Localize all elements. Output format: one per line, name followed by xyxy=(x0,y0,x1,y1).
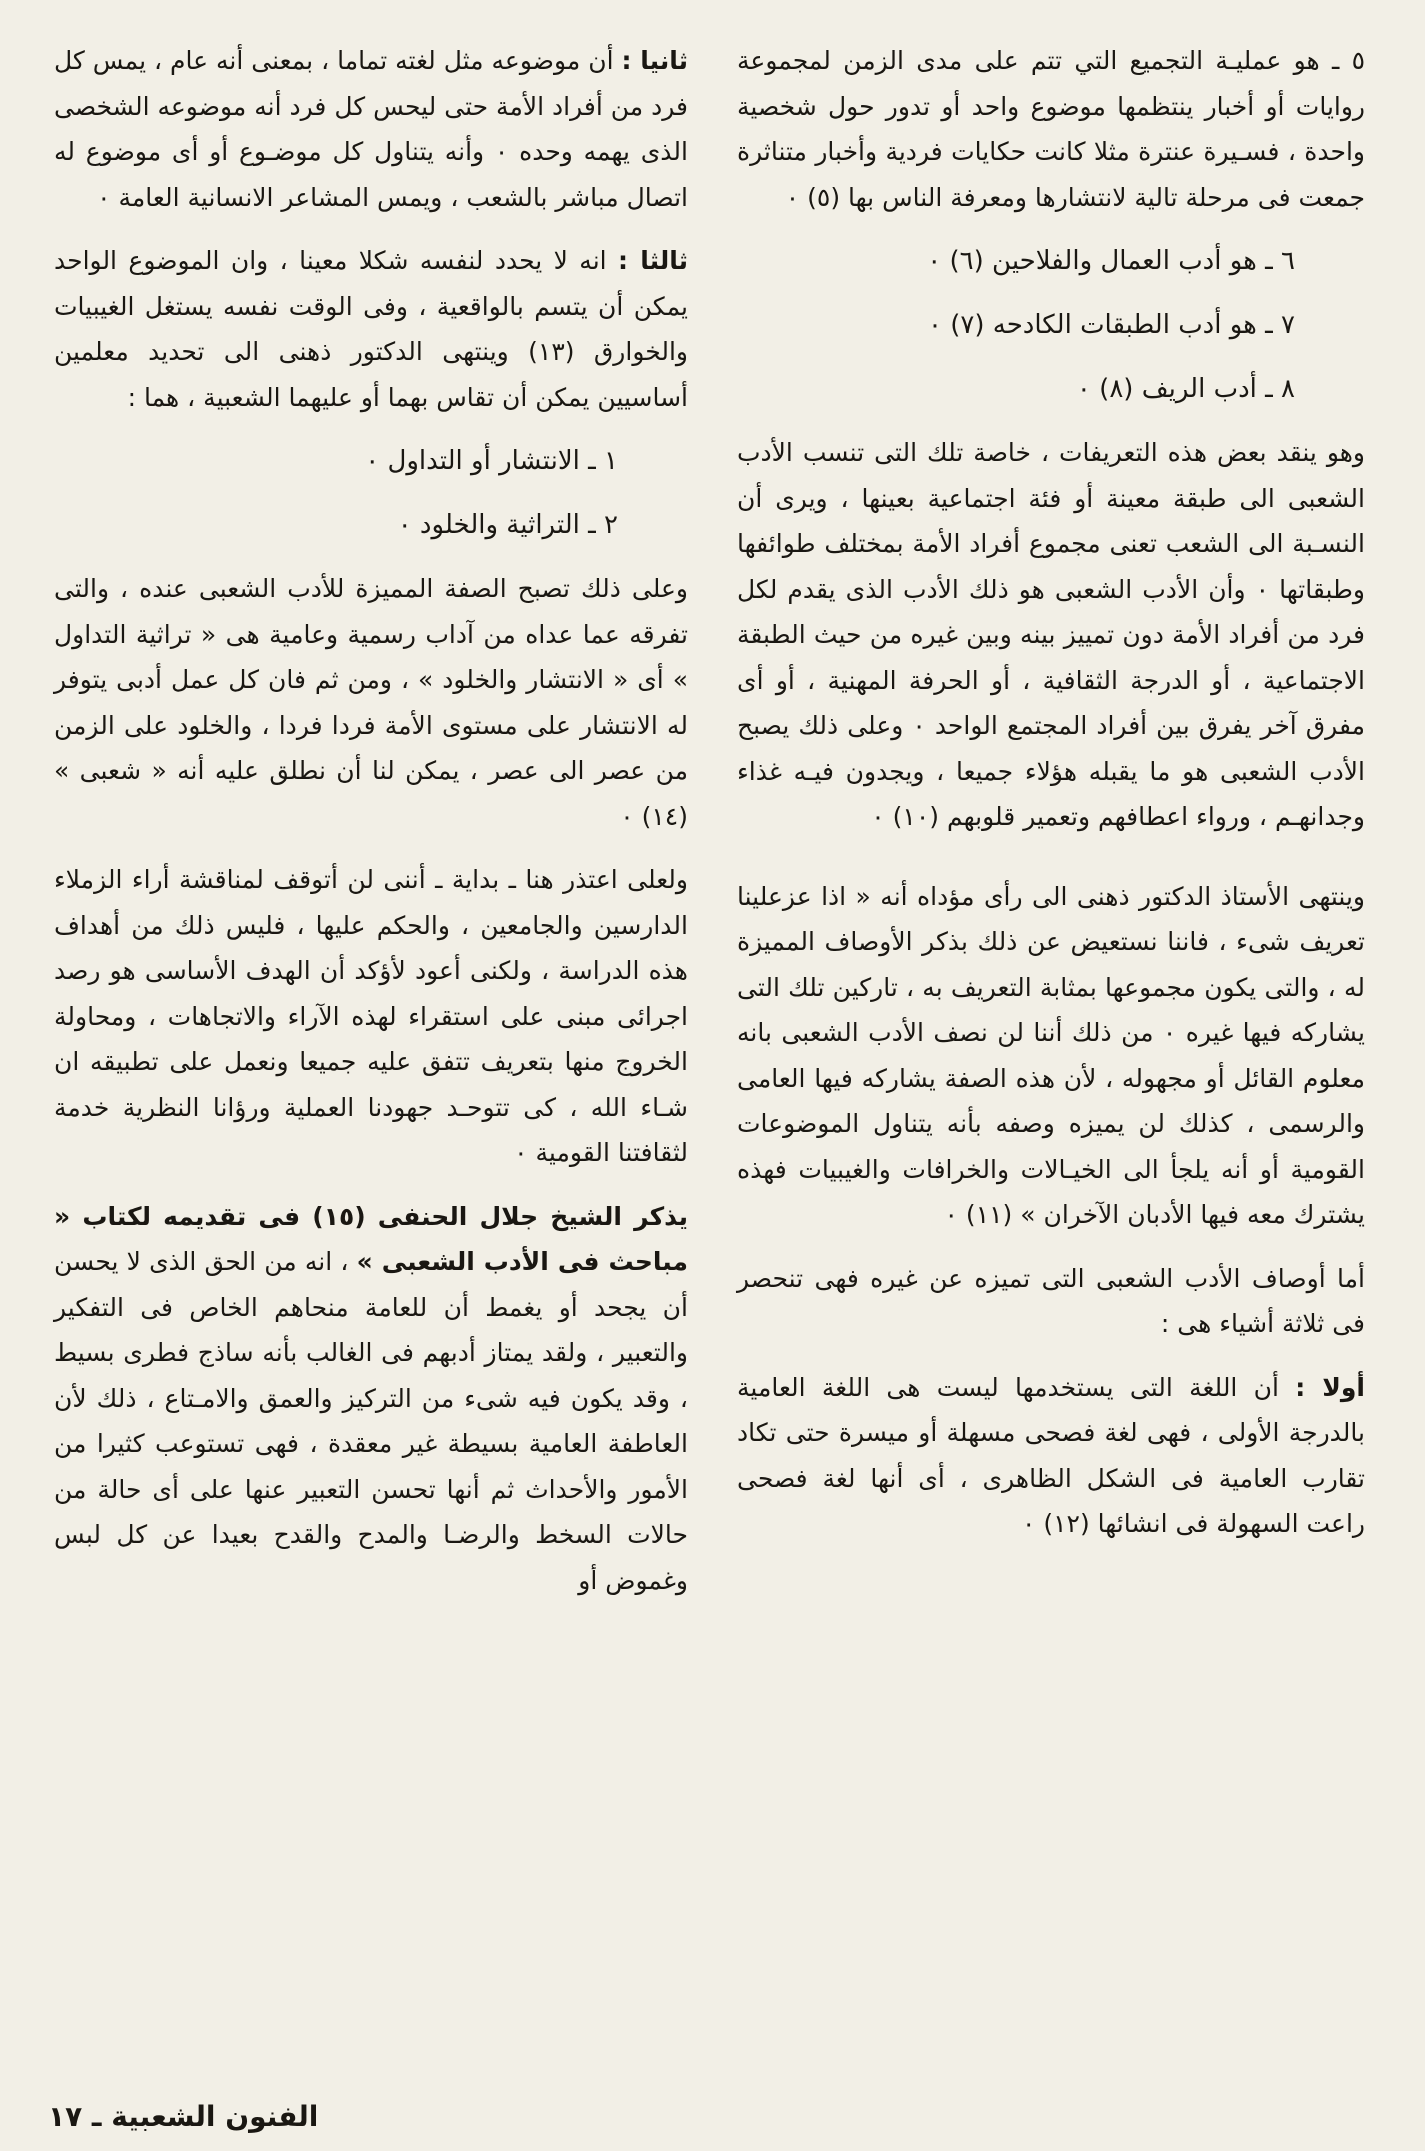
second-point-lead: ثانيا : xyxy=(621,46,688,75)
paragraph-distinctive-trait: وعلى ذلك تصبح الصفة المميزة للأدب الشعبى عنده ، والتى تفرقه عما عداه من آداب رسمية وعامية هى « تراثية التداول » أى « الانتشار والخلود » ، ومن ثم فان كل عمل أدبى يتوفر له الانتشار على مستوى الأمة فردا فردا ، والخلود على الزمن من عصر الى عصر ، يمكن لنا أن نطلق عليه أنه « شعبى » (١٤) ٠ xyxy=(54,574,688,831)
list-item-2: ٢ ـ التراثية والخلود ٠ xyxy=(397,510,618,540)
first-point-lead: أولا : xyxy=(1295,1372,1365,1402)
first-point-text: أن اللغة التى يستخدمها ليست هى اللغة العامية بالدرجة الأولى ، فهى لغة فصحى مسهلة أو ميسرة حتى تكاد تقارب العامية فى الشكل الظاهرى ، أى أنها لغة فصحى راعت السهولة فى انشائها (١٢) ٠ xyxy=(737,1372,1365,1538)
list-item-6: ٦ ـ هو أدب العمال والفلاحين (٦) ٠ xyxy=(927,246,1295,276)
paragraph-first-point xyxy=(737,1365,1365,1547)
list-item-8: ٨ ـ أدب الريف (٨) ٠ xyxy=(1076,374,1295,404)
hanafi-lead: يذكر الشيخ جلال الحنفى (١٥) فى تقديمه لكتاب « مباحث فى الأدب الشعبى » xyxy=(54,1201,689,1276)
paragraph-apology: ولعلى اعتذر هنا ـ بداية ـ أننى لن أتوقف لمناقشة أراء الزملاء الدارسين والجامعين ، والحكم عليها ، فليس ذلك من أهداف هذه الدراسة ، ولكنى أعود لأؤكد أن الهدف الأساسى هو رصد اجرائى مبنى على استقراء لهذه الآراء والاتجاهات ، ومحاولة الخروج منها بتعريف تتفق عليه جميعا ونعمل على تطبيقه ان شـاء الله ، كى تتوحـد جهودنا العملية ورؤانا النظرية خدمة لثقافتنا القومية ٠ xyxy=(54,865,688,1167)
spacer xyxy=(737,858,1365,874)
paragraph-second-point xyxy=(54,38,688,220)
paragraph-dhihni-view: وينتهى الأستاذ الدكتور ذهنى الى رأى مؤداه أنه « اذا عزعلينا تعريف شىء ، فاننا نستعيض عن ذلك بذكر الأوصاف المميزة له ، والتى يكون مجموعها بمثابة التعريف به ، تاركين تلك التى يشاركه فيها غيره ٠ من ذلك أننا لن نصف الأدب الشعبى بانه معلوم القائل أو مجهوله ، لأن هذه الصفة يشاركه فيها العامى والرسمى ، كذلك لن يميزه وصفه بأنه يتناول الموضوعات القومية أو أنه يلجأ الى الخيـالات والخرافات والغيبيات فهذه يشترك معه فيها الأدبان الآخران » (١١) ٠ xyxy=(737,881,1365,1229)
paragraph-third-point xyxy=(54,238,688,420)
third-point-text: انه لا يحدد لنفسه شكلا معينا ، وان الموضوع الواحد يمكن أن يتسم بالواقعية ، وفى الوقت نفسه يستغل الغيبيات والخوارق (١٣) وينتهى الدكتور ذهنى الى تحديد معلمين أساسيين يمكن أن تقاس بهما أو عليهما الشعبية ، هما : xyxy=(54,246,689,412)
second-point-text: أن موضوعه مثل لغته تماما ، بمعنى أنه عام ، يمس كل فرد من أفراد الأمة حتى ليحس كل فرد أنه موضوعه الشخصى الذى يهمه وحده ٠ وأنه يتناول كل موضـوع أو أى موضوع له اتصال مباشر بالشعب ، ويمس المشاعر الانسانية العامة ٠ xyxy=(54,46,688,212)
columns xyxy=(48,38,1377,2068)
left-column xyxy=(48,38,688,2068)
list-item-1: ١ ـ الانتشار أو التداول ٠ xyxy=(365,446,618,476)
hanafi-text: ، انه من الحق الذى لا يحسن أن يجحد أو يغمط أن للعامة منحاهم الخاص فى التفكير والتعبير ، ولقد يمتاز أدبهم فى الغالب بأنه ساذج فطرى بسيط ، وقد يكون فيه شىء من التركيز والعمق والامـتاع ، ذلك لأن العاطفة العامية بسيطة غير معقدة ، فهى تستوعب كثيرا من الأمور والأحداث ثم أنها تحسن التعبير عنها على أى حالة من حالات السخط والرضـا والمدح والقدح بعيدا عن كل لبس وغموض أو xyxy=(54,1247,688,1595)
right-column xyxy=(737,38,1377,2068)
paragraph-hanafi xyxy=(54,1194,688,1604)
paragraph-definition-5: ٥ ـ هو عمليـة التجميع التي تتم على مدى الزمن لمجموعة روايات أو أخبار ينتظمها موضوع واحد أو تدور حول شخصية واحدة ، فسـيرة عنترة مثلا كانت حكايات فردية وأخبار متناثرة جمعت فى مرحلة تالية لانتشارها ومعرفة الناس بها (٥) ٠ xyxy=(737,46,1365,212)
paragraph-critique: وهو ينقد بعض هذه التعريفات ، خاصة تلك التى تنسب الأدب الشعبى الى طبقة معينة أو فئة اجتماعية بعينها ، ويرى أن النسـبة الى الشعب تعنى مجموع أفراد الأمة بمختلف طوائفها وطبقاتها ٠ وأن الأدب الشعبى هو ذلك الأدب الذى يقدم لكل فرد من أفراد الأمة دون تمييز بينه وبين غيره من حيث الطبقة الاجتماعية ، أو الدرجة الثقافية ، أو الحرفة المهنية ، أو أى مفرق آخر يفرق بين أفراد المجتمع الواحد ٠ وعلى ذلك يصبح الأدب الشعبى هو ما يقبله هؤلاء جميعا ، ويجدون فيـه غذاء وجدانهـم ، ورواء اعطافهم وتعمير قلوبهم (١٠) ٠ xyxy=(737,438,1365,831)
page-footer: الفنون الشعبية ـ ١٧ xyxy=(48,2100,319,2133)
third-point-lead: ثالثا : xyxy=(618,246,688,275)
list-item-7: ٧ ـ هو أدب الطبقات الكادحه (٧) ٠ xyxy=(928,310,1295,340)
paragraph-descriptions-intro: أما أوصاف الأدب الشعبى التى تميزه عن غيره فهى تنحصر فى ثلاثة أشياء هى : xyxy=(737,1263,1365,1338)
